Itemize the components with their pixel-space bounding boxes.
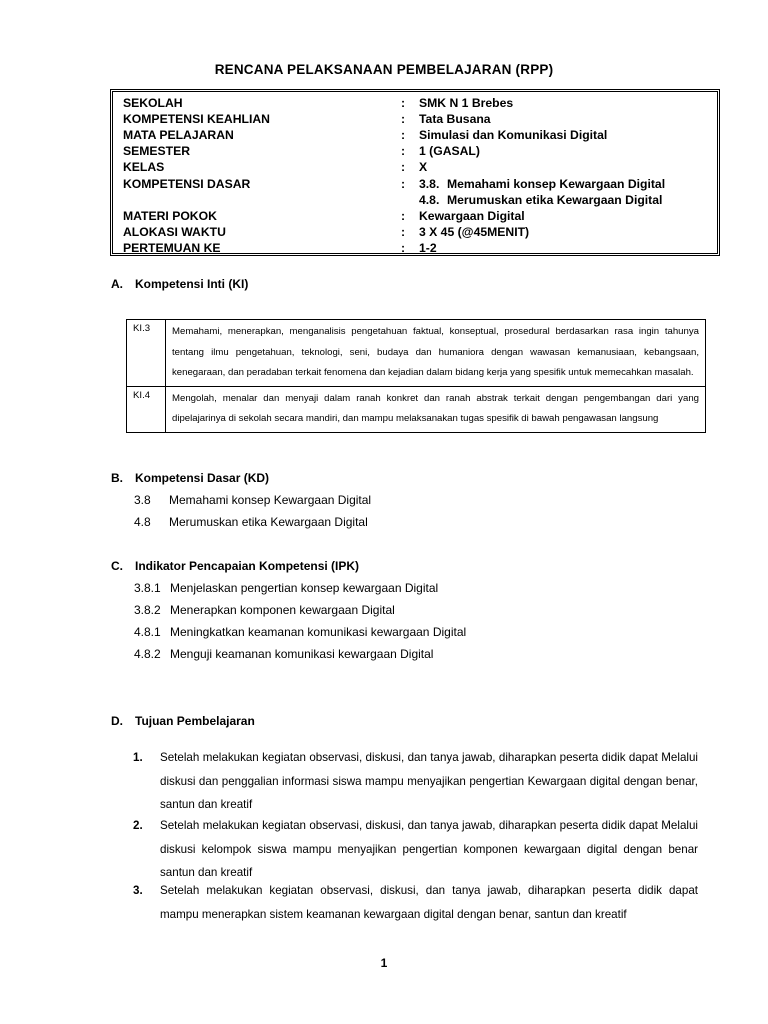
section-d-heading (111, 714, 255, 728)
section-letter: B. (111, 471, 123, 485)
info-label: SEMESTER (123, 144, 191, 158)
goal-text: Setelah melakukan kegiatan observasi, diskusi, dan tanya jawab, diharapkan peserta didik dapat Melalui diskusi dan penggalian informasi siswa mampu menyajikan pengertian Kewargaan digital dengan benar, santun dan kreatif (160, 751, 698, 811)
goal-number: 1. (133, 751, 143, 764)
section-b-heading (111, 471, 269, 485)
info-label: MATA PELAJARAN (123, 128, 234, 142)
ipk-text: Menguji keamanan komunikasi kewargaan Digital (170, 647, 434, 661)
goal-text: Setelah melakukan kegiatan observasi, diskusi, dan tanya jawab, diharapkan peserta didik dapat mampu menerapkan sistem keamanan kewargaan digital dengan benar, santun dan kreatif (160, 884, 698, 921)
info-value: SMK N 1 Brebes (419, 96, 514, 110)
ki-code: KI.4 (127, 386, 166, 432)
info-label: PERTEMUAN KE (123, 241, 221, 255)
info-value (419, 192, 662, 208)
kd-item (134, 515, 368, 529)
info-value (419, 176, 665, 192)
info-label: KOMPETENSI DASAR (123, 177, 251, 191)
kd-text: Memahami konsep Kewargaan Digital (169, 493, 372, 507)
info-label: MATERI POKOK (123, 209, 217, 223)
document-title: RENCANA PELAKSANAAN PEMBELAJARAN (RPP) (214, 62, 554, 77)
kd-text: Memahami konsep Kewargaan Digital (447, 177, 666, 191)
ipk-number: 3.8.1 (134, 581, 161, 595)
ipk-item (134, 603, 395, 617)
section-a-heading (111, 277, 248, 291)
goal-text: Setelah melakukan kegiatan observasi, diskusi, dan tanya jawab, diharapkan peserta didik dapat Melalui diskusi kelompok siswa mampu menyajikan pengertian komponen kewargaan digital dengan benar santun dan kreatif (160, 819, 698, 879)
ipk-item (134, 647, 433, 661)
ipk-item (134, 581, 438, 595)
info-colon: : (401, 209, 406, 223)
ipk-text: Meningkatkan keamanan komunikasi kewargaan Digital (170, 625, 467, 639)
ipk-text: Menjelaskan pengertian konsep kewargaan Digital (170, 581, 439, 595)
info-box (110, 89, 720, 256)
goal-number: 2. (133, 819, 143, 832)
kd-number: 4.8 (134, 515, 151, 529)
info-colon: : (401, 128, 406, 142)
info-colon: : (401, 225, 406, 239)
info-value: Simulasi dan Komunikasi Digital (419, 128, 608, 142)
section-title: Kompetensi Inti (KI) (135, 277, 249, 291)
section-c-heading (111, 559, 359, 573)
table-row (127, 320, 706, 387)
section-title: Kompetensi Dasar (KD) (135, 471, 270, 485)
info-value: Kewargaan Digital (419, 209, 525, 223)
table-row (127, 386, 706, 432)
info-label: KELAS (123, 160, 165, 174)
ki-text: Memahami, menerapkan, menganalisis pengetahuan faktual, konseptual, prosedural berdasarkan rasa ingin tahunya tentang ilmu pengetahuan, teknologi, seni, budaya dan humaniora dengan wawasan kemanusiaan, kebangsaan, kenegaraan, dan peradaban terkait fenomena dan kejadian dalam bidang kerja yang spesifik untuk memecahkan masalah. (166, 320, 706, 387)
info-value: 3 X 45 (@45MENIT) (419, 225, 530, 239)
info-colon: : (401, 160, 406, 174)
kd-text: Merumuskan etika Kewargaan Digital (169, 515, 368, 529)
section-letter: C. (111, 559, 123, 573)
info-colon: : (401, 144, 406, 158)
ipk-item (134, 625, 466, 639)
ki-text: Mengolah, menalar dan menyaji dalam ranah konkret dan ranah abstrak terkait dengan pengembangan dari yang dipelajarinya di sekolah secara mandiri, dan mampu melaksanakan tugas spesifik di bawah pengawasan langsung (166, 386, 706, 432)
info-colon: : (401, 96, 406, 110)
ipk-text: Menerapkan komponen kewargaan Digital (170, 603, 395, 617)
goal-number: 3. (133, 884, 143, 897)
info-value: Tata Busana (419, 112, 491, 126)
ipk-number: 3.8.2 (134, 603, 161, 617)
ki-code: KI.3 (127, 320, 166, 387)
info-value: X (419, 160, 428, 174)
ipk-number: 4.8.1 (134, 625, 161, 639)
section-letter: D. (111, 714, 123, 728)
section-letter: A. (111, 277, 123, 291)
info-label: KOMPETENSI KEAHLIAN (123, 112, 270, 126)
info-value: 1 (GASAL) (419, 144, 480, 158)
info-colon: : (401, 112, 406, 126)
goal-item (133, 746, 698, 817)
ki-table (126, 319, 706, 433)
kd-number: 3.8. (419, 177, 440, 191)
kd-item (134, 493, 371, 507)
info-value: 1-2 (419, 241, 437, 255)
kd-number: 3.8 (134, 493, 151, 507)
section-title: Indikator Pencapaian Kompetensi (IPK) (135, 559, 360, 573)
page-number: 1 (380, 956, 388, 970)
ipk-number: 4.8.2 (134, 647, 161, 661)
goal-item (133, 814, 698, 885)
kd-number: 4.8. (419, 193, 440, 207)
info-colon: : (401, 241, 406, 255)
info-label: SEKOLAH (123, 96, 183, 110)
info-label: ALOKASI WAKTU (123, 225, 226, 239)
kd-text: Merumuskan etika Kewargaan Digital (447, 193, 663, 207)
goal-item (133, 879, 698, 926)
section-title: Tujuan Pembelajaran (135, 714, 255, 728)
info-colon: : (401, 177, 406, 191)
